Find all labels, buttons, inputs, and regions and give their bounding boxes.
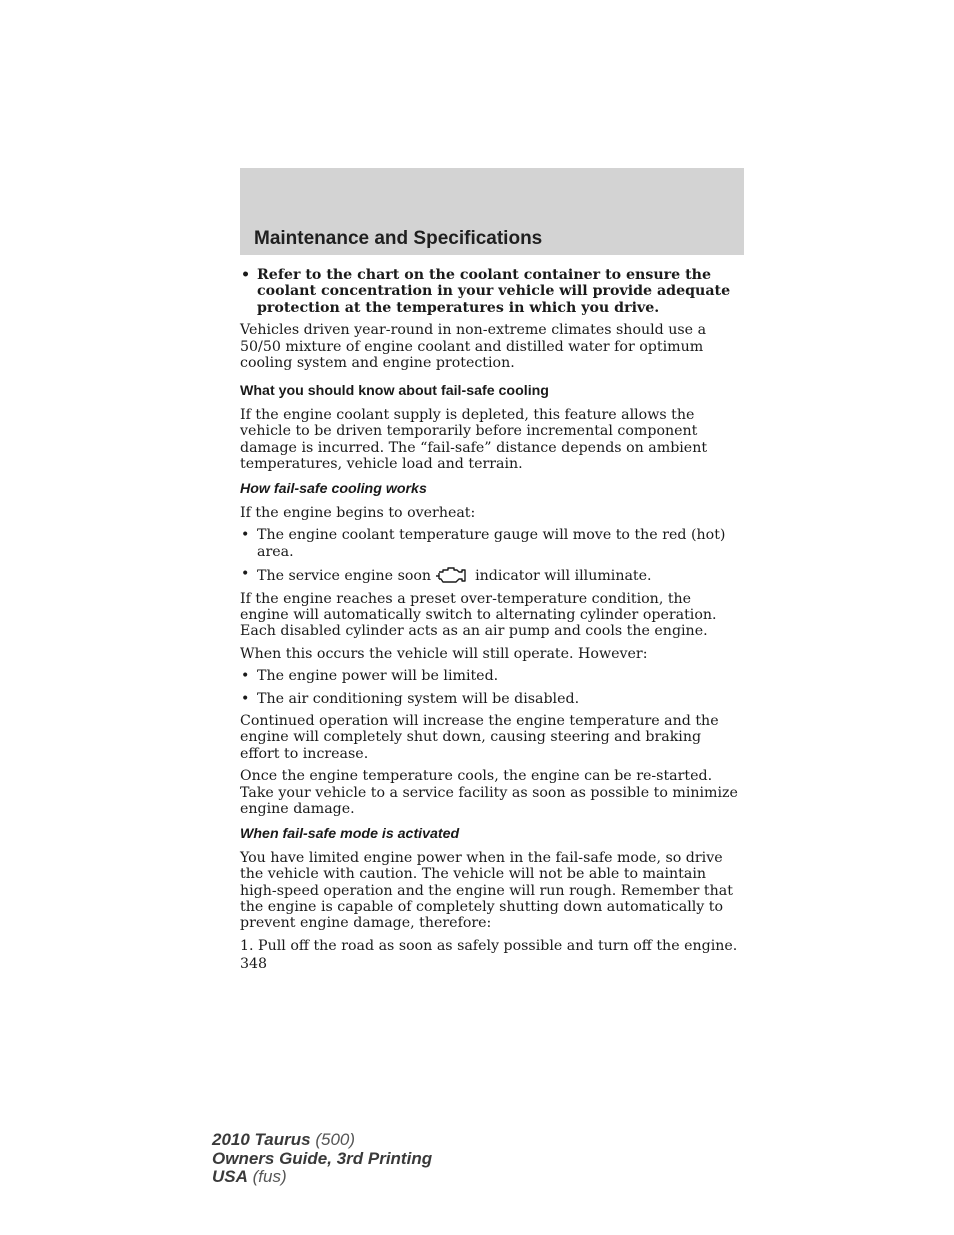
limitations-bullet-list: [240, 668, 744, 707]
paragraph-continued-operation: Continued operation will increase the engine temperature and the engine will completely shut down, causing steering and braking effort to increase.: [240, 712, 719, 762]
page-content: [240, 267, 744, 973]
list-item: [240, 668, 744, 684]
bullet-dot: •: [241, 527, 250, 544]
section-title: Maintenance and Specifications: [254, 228, 543, 249]
numbered-step-1: 1. Pull off the road as soon as safely possible and turn off the engine.: [240, 937, 738, 954]
paragraph-fail-safe-intro: If the engine coolant supply is depleted, this feature allows the vehicle to be driven temporarily before incremental component damage is incurred. The “fail-safe” distance depends on ambient temperatures, vehicle load and terrain.: [240, 406, 708, 473]
bullet-dot: •: [241, 690, 250, 707]
page-number: 348: [240, 956, 268, 973]
list-item: [240, 566, 744, 584]
paragraph-mixture: Vehicles driven year-round in non-extreme climates should use a 50/50 mixture of engine coolant and distilled water for optimum cooling system and engine protection.: [240, 322, 707, 372]
bullet-text: The engine coolant temperature gauge will move to the red (hot) area.: [257, 527, 726, 560]
bullet-dot: •: [241, 668, 250, 685]
paragraph-restart: Once the engine temperature cools, the engine can be re-started. Take your vehicle to a service facility as soon as possible to minimize engine damage.: [240, 768, 738, 817]
list-item: [240, 527, 744, 560]
list-item: [240, 691, 744, 707]
paragraph-over-temperature: If the engine reaches a preset over-temperature condition, the engine will automatically switch to alternating cylinder operation. Each disabled cylinder acts as an air pump and cools the engine.: [240, 590, 717, 640]
paragraph-overheat-lead: If the engine begins to overheat:: [240, 504, 476, 521]
intro-bullet-list: [240, 267, 744, 316]
bullet-text: Refer to the chart on the coolant container to ensure the coolant concentration in your vehicle will provide adequate protection at the temperatures in which you drive.: [257, 267, 731, 316]
list-item: [240, 267, 744, 316]
paragraph-limited-power: You have limited engine power when in the fail-safe mode, so drive the vehicle with caution. The vehicle will not be able to maintain high-speed operation and the engine will run rough. Remember that the engine is capable of completely shutting down automatically to prevent engine damage, therefore:: [240, 849, 733, 932]
document-footer: [212, 1131, 432, 1187]
bullet-text-after-icon: indicator will illuminate.: [475, 568, 652, 585]
bullet-dot: •: [241, 267, 251, 283]
heading-fail-safe-cooling: What you should know about fail-safe cooling: [240, 383, 549, 400]
check-engine-icon: [435, 566, 467, 584]
bullet-text-before-icon: The service engine soon: [257, 568, 432, 585]
bullet-dot: •: [241, 566, 250, 583]
section-header-band: [240, 168, 744, 255]
footer-line-guide: Owners Guide, 3rd Printing: [212, 1148, 433, 1168]
paragraph-still-operate: When this occurs the vehicle will still operate. However:: [240, 645, 648, 662]
footer-line-model: 2010 Taurus (500): [212, 1130, 356, 1149]
heading-how-it-works: How fail-safe cooling works: [240, 481, 427, 498]
bullet-text: The air conditioning system will be disabled.: [257, 690, 580, 707]
overheat-bullet-list: [240, 527, 744, 584]
bullet-text: The engine power will be limited.: [257, 668, 499, 685]
heading-fail-safe-activated: When fail-safe mode is activated: [240, 826, 460, 843]
footer-line-market: USA (fus): [212, 1167, 287, 1186]
